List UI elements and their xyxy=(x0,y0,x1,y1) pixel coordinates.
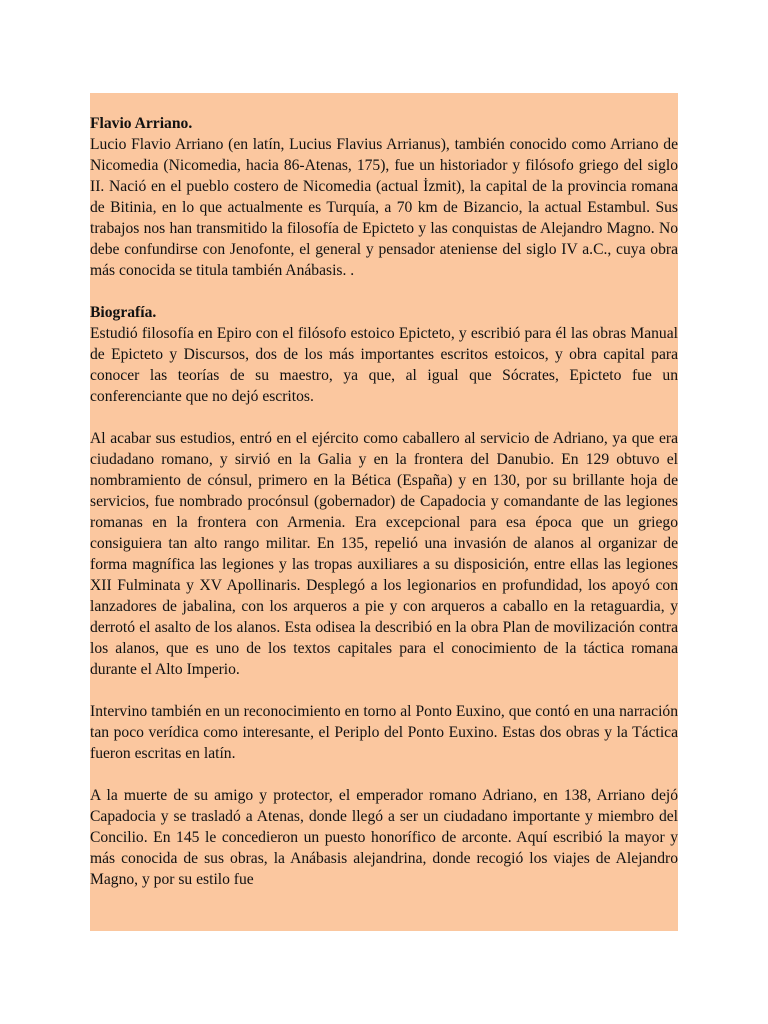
text-block xyxy=(90,93,678,931)
paragraph-ponto-euxino: Intervino también en un reconocimiento en torno al Ponto Euxino, que contó en una narración tan poco verídica como interesante, el Periplo del Ponto Euxino. Estas dos obras y la Táctica fueron escritas en latín. xyxy=(90,703,678,762)
paragraph-gap xyxy=(90,281,678,302)
paragraph-intro: Lucio Flavio Arriano (en latín, Lucius Flavius Arrianus), también conocido como Arriano de Nicomedia (Nicomedia, hacia 86-Atenas, 175), fue un historiador y filósofo griego del siglo II. Nació en el pueblo costero de Nicomedia (actual İzmit), la capital de la provincia romana de Bitinia, en lo que actualmente es Turquía, a 70 km de Bizancio, la actual Estambul. Sus trabajos nos han transmitido la filosofía de Epicteto y las conquistas de Alejandro Magno. No debe confundirse con Jenofonte, el general y pensador ateniense del siglo IV a.C., cuya obra más conocida se titula también Anábasis. . xyxy=(90,136,678,279)
text-content xyxy=(90,113,678,890)
paragraph-estudios: Estudió filosofía en Epiro con el filósofo estoico Epicteto, y escribió para él las obras Manual de Epicteto y Discursos, dos de los más importantes escritos estoicos, y obra capital para conocer las teorías de su maestro, ya que, al igual que Sócrates, Epicteto fue un conferenciante que no dejó escritos. xyxy=(90,325,678,405)
paragraph-ejercito: Al acabar sus estudios, entró en el ejército como caballero al servicio de Adriano, ya que era ciudadano romano, y sirvió en la Galia y en la frontera del Danubio. En 129 obtuvo el nombramiento de cónsul, primero en la Bética (España) y en 130, por su brillante hoja de servicios, fue nombrado procónsul (gobernador) de Capadocia y comandante de las legiones romanas en la frontera con Armenia. Era excepcional para esa época que un griego consiguiera tan alto rango militar. En 135, repelió una invasión de alanos al organizar de forma magnífica las legiones y las tropas auxiliares a su disposición, entre ellas las legiones XII Fulminata y XV Apollinaris. Desplegó a los legionarios en profundidad, los apoyó con lanzadores de jabalina, con los arqueros a pie y con arqueros a caballo en la retaguardia, y derrotó el asalto de los alanos. Esta odisea la describió en la obra Plan de movilización contra los alanos, que es uno de los textos capitales para el conocimiento de la táctica romana durante el Alto Imperio. xyxy=(90,430,678,678)
paragraph-gap xyxy=(90,764,678,785)
heading-flavio-arriano: Flavio Arriano. xyxy=(90,115,193,132)
paragraph-gap xyxy=(90,680,678,701)
paragraph-atenas: A la muerte de su amigo y protector, el emperador romano Adriano, en 138, Arriano dejó Capadocia y se trasladó a Atenas, donde llegó a ser un ciudadano importante y miembro del Concilio. En 145 le concedieron un puesto honorífico de arconte. Aquí escribió la mayor y más conocida de sus obras, la Anábasis alejandrina, donde recogió los viajes de Alejandro Magno, y por su estilo fue xyxy=(90,787,678,888)
paragraph-gap xyxy=(90,407,678,428)
heading-biografia: Biografía. xyxy=(90,304,157,321)
